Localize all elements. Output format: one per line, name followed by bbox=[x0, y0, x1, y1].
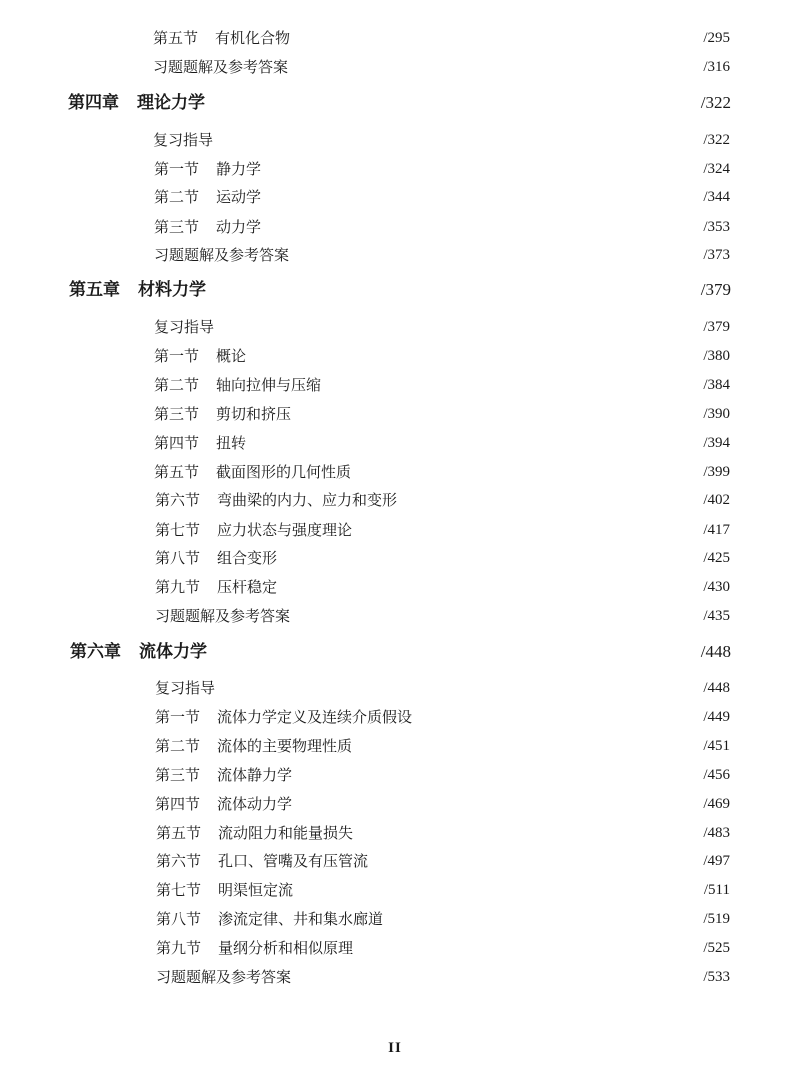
page-number: /324 bbox=[703, 161, 730, 177]
section-number: 第二节 bbox=[154, 376, 200, 394]
section-title: 轴向拉伸与压缩 bbox=[216, 376, 322, 394]
page-number: /448 bbox=[700, 642, 731, 661]
page-number: /435 bbox=[703, 608, 730, 624]
page-number: /497 bbox=[703, 853, 730, 869]
section-number: 第四节 bbox=[154, 434, 200, 452]
section-number: 第六节 bbox=[155, 491, 201, 509]
section-title: 剪切和挤压 bbox=[216, 405, 292, 423]
page-number: /430 bbox=[703, 579, 730, 595]
section-title: 渗流定律、井和集水廊道 bbox=[218, 910, 384, 928]
section-title: 概论 bbox=[216, 347, 247, 365]
section-number: 第三节 bbox=[155, 766, 201, 784]
section-title: 组合变形 bbox=[217, 549, 278, 567]
section-title: 动力学 bbox=[216, 218, 262, 236]
page-number: /456 bbox=[703, 767, 730, 783]
section-title: 流动阻力和能量损失 bbox=[218, 824, 354, 842]
section-title: 流体的主要物理性质 bbox=[217, 737, 353, 755]
chapter-number: 第四章 bbox=[68, 93, 119, 113]
section-title: 静力学 bbox=[216, 160, 262, 178]
section-title: 习题题解及参考答案 bbox=[156, 968, 292, 986]
section-title: 截面图形的几何性质 bbox=[216, 463, 352, 481]
section-number: 第六节 bbox=[156, 852, 202, 870]
page-number: /295 bbox=[703, 30, 730, 46]
section-title: 有机化合物 bbox=[215, 29, 291, 47]
section-title: 复习指导 bbox=[155, 679, 216, 697]
section-number: 第七节 bbox=[156, 881, 202, 899]
section-number: 第三节 bbox=[154, 218, 200, 236]
section-number: 第一节 bbox=[154, 160, 200, 178]
section-number: 第八节 bbox=[155, 549, 201, 567]
section-title: 量纲分析和相似原理 bbox=[218, 939, 354, 957]
page-number: /451 bbox=[703, 738, 730, 754]
section-number: 第二节 bbox=[155, 737, 201, 755]
section-title: 复习指导 bbox=[154, 318, 215, 336]
page-number-footer: II bbox=[388, 1040, 402, 1056]
section-number: 第一节 bbox=[154, 347, 200, 365]
section-number: 第一节 bbox=[155, 708, 201, 726]
page-number: /379 bbox=[700, 280, 731, 299]
page-number: /394 bbox=[703, 435, 730, 451]
page-number: /373 bbox=[703, 247, 730, 263]
page-number: /402 bbox=[703, 492, 730, 508]
section-title: 复习指导 bbox=[153, 131, 214, 149]
section-title: 流体静力学 bbox=[217, 766, 293, 784]
page-number: /511 bbox=[703, 882, 730, 898]
section-title: 扭转 bbox=[216, 434, 247, 452]
page-number: /469 bbox=[703, 796, 730, 812]
section-number: 第三节 bbox=[154, 405, 200, 423]
section-number: 第四节 bbox=[155, 795, 201, 813]
page-number: /425 bbox=[703, 550, 730, 566]
section-title: 明渠恒定流 bbox=[218, 881, 294, 899]
page-number: /449 bbox=[703, 709, 730, 725]
page-number: /417 bbox=[703, 522, 730, 538]
section-title: 压杆稳定 bbox=[217, 578, 278, 596]
page-number: /483 bbox=[703, 825, 730, 841]
section-number: 第五节 bbox=[153, 29, 199, 47]
page-number: /322 bbox=[703, 132, 730, 148]
page-number: /380 bbox=[703, 348, 730, 364]
page-number: /525 bbox=[703, 940, 730, 956]
page-number: /384 bbox=[703, 377, 730, 393]
chapter-title: 材料力学 bbox=[138, 280, 206, 300]
section-title: 习题题解及参考答案 bbox=[153, 58, 289, 76]
page-number: /322 bbox=[700, 93, 731, 112]
section-number: 第九节 bbox=[155, 578, 201, 596]
chapter-number: 第五章 bbox=[69, 280, 120, 300]
page-number: /379 bbox=[703, 319, 730, 335]
section-title: 习题题解及参考答案 bbox=[155, 607, 291, 625]
section-title: 弯曲梁的内力、应力和变形 bbox=[217, 491, 398, 509]
page-number: /519 bbox=[703, 911, 730, 927]
page-number: /399 bbox=[703, 464, 730, 480]
section-number: 第八节 bbox=[156, 910, 202, 928]
section-title: 流体力学定义及连续介质假设 bbox=[217, 708, 413, 726]
section-number: 第五节 bbox=[154, 463, 200, 481]
section-title: 流体动力学 bbox=[217, 795, 293, 813]
section-title: 孔口、管嘴及有压管流 bbox=[218, 852, 369, 870]
section-number: 第七节 bbox=[155, 521, 201, 539]
page-number: /448 bbox=[703, 680, 730, 696]
section-title: 运动学 bbox=[216, 188, 262, 206]
chapter-title: 流体力学 bbox=[139, 642, 207, 662]
section-title: 应力状态与强度理论 bbox=[217, 521, 353, 539]
page-number: /344 bbox=[703, 189, 730, 205]
section-title: 习题题解及参考答案 bbox=[154, 246, 290, 264]
section-number: 第五节 bbox=[156, 824, 202, 842]
page-number: /390 bbox=[703, 406, 730, 422]
page-number: /533 bbox=[703, 969, 730, 985]
chapter-number: 第六章 bbox=[70, 642, 121, 662]
section-number: 第九节 bbox=[156, 939, 202, 957]
page-number: /353 bbox=[703, 219, 730, 235]
section-number: 第二节 bbox=[154, 188, 200, 206]
chapter-title: 理论力学 bbox=[137, 93, 205, 113]
page-number: /316 bbox=[703, 59, 730, 75]
